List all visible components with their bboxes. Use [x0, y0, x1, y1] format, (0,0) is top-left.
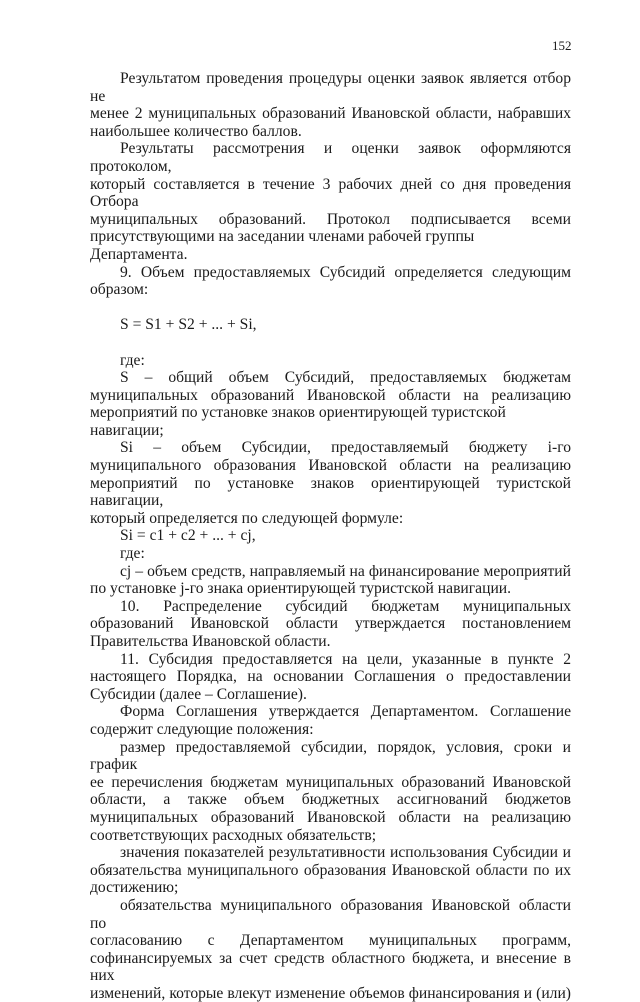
text-line: наибольшее количество баллов.: [90, 122, 302, 140]
text-line: согласованию с Департаментом муниципальных программ,: [90, 932, 571, 950]
text-line: по установке j-го знака ориентирующей туристской навигации.: [90, 580, 512, 598]
text-line: Si – объем Субсидии, предоставляемый бюджету i-го: [120, 439, 571, 457]
text-line: соответствующих расходных обязательств;: [90, 826, 377, 844]
text-line: S – общий объем Субсидий, предоставляемых бюджетам: [120, 369, 571, 387]
text-line: 9. Объем предоставляемых Субсидий определяется следующим: [120, 263, 571, 281]
text-line: где:: [120, 351, 145, 369]
text-line: значения показателей результативности использования Субсидии и: [120, 844, 571, 862]
text-line: мероприятий по установке знаков ориентирующей туристской навигации,: [90, 474, 571, 510]
text-line: достижению;: [90, 879, 179, 897]
text-line: области, а также объем бюджетных ассигнований бюджетов: [90, 791, 571, 809]
text-line: который определяется по следующей формуле:: [90, 509, 404, 527]
text-line: Субсидии (далее – Соглашение).: [90, 685, 307, 703]
text-line: cj – объем средств, направляемый на финансирование мероприятий: [120, 562, 571, 580]
text-line: изменений, которые влекут изменение объемов финансирования и (или): [90, 984, 571, 1002]
text-line: менее 2 муниципальных образований Ивановской области, набравших: [90, 105, 571, 123]
text-line: обязательства муниципального образования Ивановской области по: [90, 896, 571, 932]
text-line: Правительства Ивановской области.: [90, 633, 331, 650]
text-line: размер предоставляемой субсидии, порядок, условия, сроки и график: [90, 738, 571, 774]
document-body: [90, 70, 571, 1002]
text-line: мероприятий по установке знаков ориентирующей туристской навигации;: [90, 404, 506, 439]
text-line: Результаты рассмотрения и оценки заявок оформляются протоколом,: [90, 140, 571, 175]
text-line: присутствующими на заседании членами рабочей группы Департамента.: [90, 228, 475, 263]
text-line: муниципальных образований. Протокол подписывается всеми: [90, 210, 571, 228]
text-line: настоящего Порядка, на основании Соглашения о предоставлении: [90, 668, 571, 686]
page-number: 152: [552, 38, 572, 53]
text-line: Форма Соглашения утверждается Департаментом. Соглашение: [120, 703, 571, 721]
text-line: содержит следующие положения:: [90, 720, 314, 738]
text-line: обязательства муниципального образования Ивановской области по их: [90, 861, 571, 879]
text-line: образом:: [90, 281, 149, 299]
text-line: образований Ивановской области утверждается постановлением: [90, 615, 571, 633]
text-line: муниципального образования Ивановской области на реализацию: [90, 457, 571, 475]
text-line: где:: [120, 545, 145, 563]
text-line: софинансируемых за счет средств областного бюджета, и внесение в них: [90, 949, 571, 985]
text-line: 11. Субсидия предоставляется на цели, указанные в пункте 2: [120, 650, 571, 668]
text-line: муниципальных образований Ивановской области на реализацию: [90, 808, 571, 826]
text-line: который составляется в течение 3 рабочих дней со дня проведения Отбора: [90, 175, 571, 211]
text-line: Результатом проведения процедуры оценки заявок является отбор не: [90, 70, 571, 105]
text-line: муниципальных образований Ивановской области на реализацию: [90, 386, 571, 404]
text-line: S = S1 + S2 + ... + Si,: [120, 316, 257, 334]
text-line: Si = c1 + c2 + ... + cj,: [120, 527, 256, 545]
text-line: ее перечисления бюджетам муниципальных образований Ивановской: [90, 773, 571, 791]
text-line: 10. Распределение субсидий бюджетам муниципальных: [120, 597, 571, 615]
